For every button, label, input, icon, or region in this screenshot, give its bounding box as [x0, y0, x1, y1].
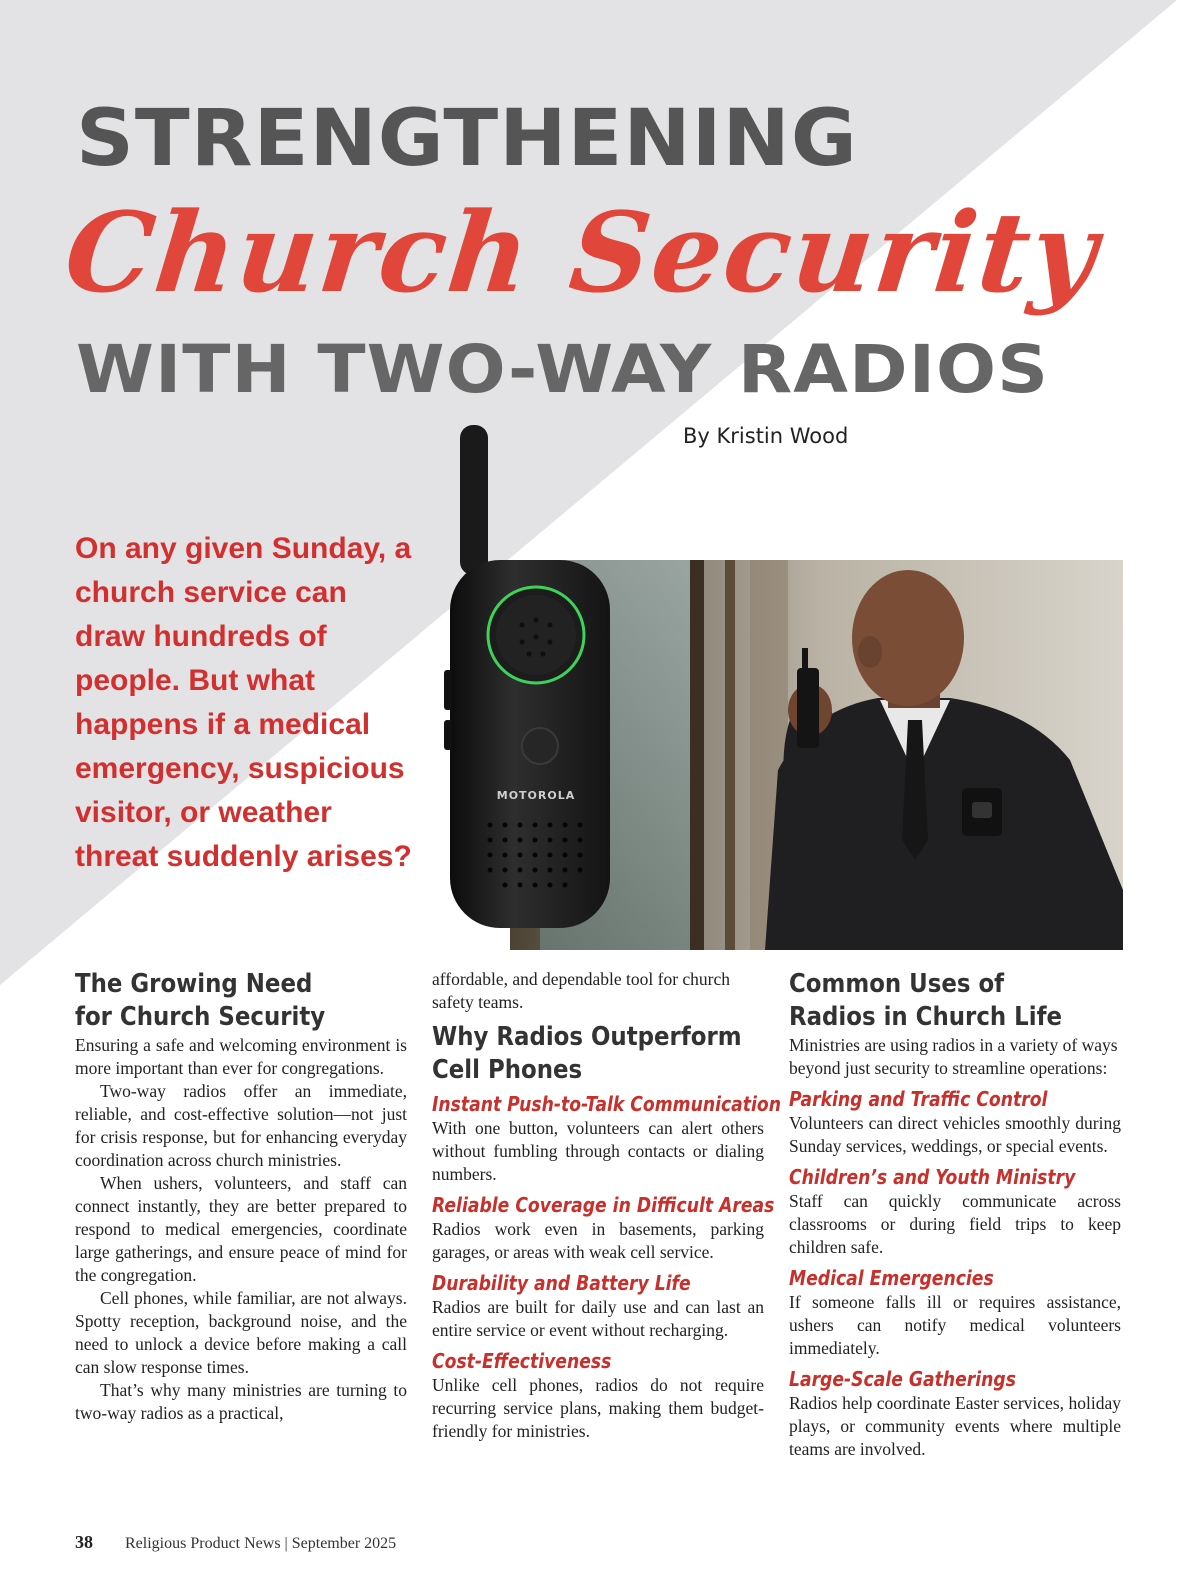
- subheading: Cost-Effectiveness: [432, 1349, 612, 1373]
- continued-paragraph: affordable, and dependable tool for church safety teams.: [432, 969, 731, 1012]
- subheading: Large-Scale Gatherings: [789, 1367, 1016, 1391]
- section-heading: The Growing Need for Church Security: [75, 969, 326, 1032]
- paragraph: Radios work even in basements, parking garages, or areas with weak cell service.: [432, 1219, 764, 1262]
- section-heading: Common Uses of Radios in Church Life: [789, 969, 1063, 1032]
- subheading: Medical Emergencies: [789, 1266, 994, 1290]
- subheading: Durability and Battery Life: [432, 1271, 691, 1295]
- subheading: Parking and Traffic Control: [789, 1087, 1048, 1111]
- motorola-radio-image: [430, 420, 630, 930]
- publication-info: Religious Product News | September 2025: [125, 1535, 397, 1552]
- radio-brand-label: MOTOROLA: [496, 789, 576, 802]
- paragraph: Two-way radios offer an immediate, reliable, and cost-effective solution—not just for crisis response, but for enhancing everyday coordination across church ministries.: [75, 1081, 407, 1170]
- paragraph: If someone falls ill or requires assistance, ushers can notify medical volunteers immediately.: [789, 1292, 1121, 1358]
- paragraph: When ushers, volunteers, and staff can connect instantly, they are better prepared to respond to medical emergencies, coordinate large gatherings, and ensure peace of mind for the congregation.: [75, 1173, 407, 1285]
- section-heading: Why Radios Outperform Cell Phones: [432, 1022, 742, 1085]
- paragraph: Ensuring a safe and welcoming environment is more important than ever for congregations.: [75, 1035, 407, 1078]
- paragraph: That’s why many ministries are turning to two-way radios as a practical,: [75, 1380, 407, 1423]
- title-line-2: Church Security: [59, 188, 1105, 317]
- paragraph: Radios help coordinate Easter services, holiday plays, or community events where multiple teams are involved.: [789, 1393, 1121, 1459]
- paragraph: Cell phones, while familiar, are not always. Spotty reception, background noise, and the need to unlock a device before making a call can slow response times.: [75, 1288, 407, 1377]
- column-2: [432, 968, 781, 1443]
- column-1: [75, 968, 407, 1425]
- page-number: 38: [75, 1532, 93, 1552]
- paragraph: With one button, volunteers can alert others without fumbling through contacts or dialing numbers.: [432, 1118, 764, 1184]
- page-footer: [75, 1532, 396, 1553]
- intro-paragraph: Ministries are using radios in a variety of ways beyond just security to streamline operations:: [789, 1035, 1118, 1078]
- title-line-1: STRENGTHENING: [76, 94, 858, 184]
- column-3: [789, 968, 1121, 1461]
- byline: By Kristin Wood: [683, 424, 849, 448]
- subheading: Instant Push-to-Talk Communication: [432, 1092, 781, 1116]
- paragraph: Unlike cell phones, radios do not require recurring service plans, making them budget-friendly for ministries.: [432, 1375, 764, 1441]
- subheading: Reliable Coverage in Difficult Areas: [432, 1193, 775, 1217]
- pull-quote: On any given Sunday, a church service can draw hundreds of people. But what happens if a medical emergency, suspicious visitor, or weather threat suddenly arises?: [75, 532, 412, 873]
- subheading: Children’s and Youth Ministry: [789, 1165, 1076, 1189]
- paragraph: Radios are built for daily use and can last an entire service or event without recharging.: [432, 1297, 764, 1340]
- title-line-3: WITH TWO-WAY RADIOS: [76, 331, 1050, 408]
- paragraph: Volunteers can direct vehicles smoothly during Sunday services, weddings, or special events.: [789, 1113, 1121, 1156]
- paragraph: Staff can quickly communicate across classrooms or during field trips to keep children safe.: [789, 1191, 1121, 1257]
